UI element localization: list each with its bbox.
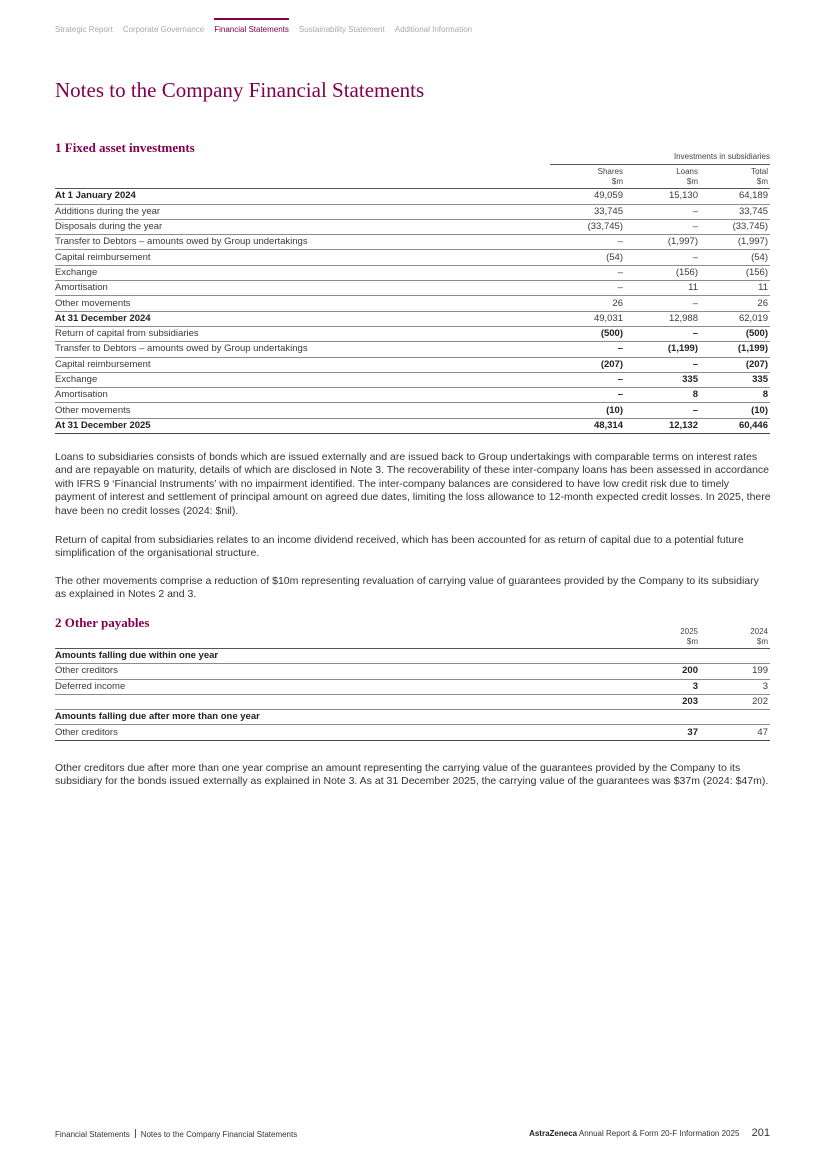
cell-2024 <box>700 710 770 725</box>
cell-shares: – <box>550 281 625 296</box>
table-row <box>55 357 770 372</box>
table-row <box>55 204 770 219</box>
row-label <box>55 694 625 709</box>
table-row <box>55 296 770 311</box>
nav-financial-statements[interactable]: Financial Statements <box>214 25 289 34</box>
cell-shares: – <box>550 235 625 250</box>
cell-shares: (33,745) <box>550 219 625 234</box>
cell-total: (54) <box>700 250 770 265</box>
fixed-asset-investments-table <box>55 150 770 434</box>
cell-loans: – <box>625 357 700 372</box>
row-label: Other creditors <box>55 664 625 679</box>
top-navigation <box>55 25 482 34</box>
cell-2025: 203 <box>625 694 700 709</box>
row-label: Capital reimbursement <box>55 250 550 265</box>
table-row <box>55 250 770 265</box>
row-label: Other creditors <box>55 725 625 740</box>
cell-2025 <box>625 649 700 664</box>
row-label: At 31 December 2024 <box>55 311 550 326</box>
col-header-total: Total $m <box>700 165 770 189</box>
cell-shares: (500) <box>550 326 625 341</box>
cell-loans: 8 <box>625 388 700 403</box>
table-row <box>55 710 770 725</box>
row-label: Amortisation <box>55 388 550 403</box>
row-label: Transfer to Debtors – amounts owed by Group undertakings <box>55 235 550 250</box>
note1-heading: 1 Fixed asset investments <box>55 140 195 155</box>
table-row <box>55 649 770 664</box>
footer-report-info <box>529 1127 770 1139</box>
row-label: Exchange <box>55 372 550 387</box>
cell-total: (33,745) <box>700 219 770 234</box>
row-label: Additions during the year <box>55 204 550 219</box>
table-row <box>55 418 770 433</box>
other-payables-table <box>55 625 770 741</box>
table-row <box>55 235 770 250</box>
nav-additional-information[interactable]: Additional Information <box>394 25 473 34</box>
table-row <box>55 372 770 387</box>
table-row <box>55 265 770 280</box>
table-row <box>55 342 770 357</box>
cell-shares: (54) <box>550 250 625 265</box>
row-label: Deferred income <box>55 679 625 694</box>
cell-loans: 11 <box>625 281 700 296</box>
row-label: Exchange <box>55 265 550 280</box>
nav-sustainability-statement[interactable]: Sustainability Statement <box>298 25 385 34</box>
col-header-2024: 2024 $m <box>700 625 770 649</box>
cell-loans: – <box>625 403 700 418</box>
group-header: Investments in subsidiaries <box>550 150 770 165</box>
cell-loans: – <box>625 250 700 265</box>
col-header-2025: 2025 $m <box>625 625 700 649</box>
cell-total: 8 <box>700 388 770 403</box>
cell-shares: 33,745 <box>550 204 625 219</box>
note2-heading: 2 Other payables <box>55 615 150 630</box>
cell-total: (1,199) <box>700 342 770 357</box>
table-row <box>55 694 770 709</box>
cell-shares: 26 <box>550 296 625 311</box>
cell-shares: – <box>550 342 625 357</box>
row-label: Return of capital from subsidiaries <box>55 326 550 341</box>
cell-2024: 3 <box>700 679 770 694</box>
cell-2024: 199 <box>700 664 770 679</box>
cell-loans: – <box>625 296 700 311</box>
cell-total: 60,446 <box>700 418 770 433</box>
cell-shares: – <box>550 388 625 403</box>
cell-total: 26 <box>700 296 770 311</box>
table-row <box>55 326 770 341</box>
row-label: Capital reimbursement <box>55 357 550 372</box>
cell-shares: (10) <box>550 403 625 418</box>
cell-loans: 12,132 <box>625 418 700 433</box>
section-label: Amounts falling due after more than one year <box>55 710 625 725</box>
cell-total: (500) <box>700 326 770 341</box>
footer-subsection[interactable]: Notes to the Company Financial Statements <box>140 1130 298 1139</box>
cell-total: (207) <box>700 357 770 372</box>
cell-2024: 202 <box>700 694 770 709</box>
footer-brand: AstraZeneca <box>529 1129 578 1138</box>
table-row <box>55 388 770 403</box>
footer-section[interactable]: Financial Statements <box>55 1130 130 1139</box>
cell-shares: – <box>550 265 625 280</box>
cell-2024: 47 <box>700 725 770 740</box>
cell-total: 62,019 <box>700 311 770 326</box>
table-row <box>55 664 770 679</box>
cell-shares: (207) <box>550 357 625 372</box>
cell-total: (156) <box>700 265 770 280</box>
cell-shares: – <box>550 372 625 387</box>
table-row <box>55 189 770 204</box>
note1-paragraph-return-of-capital: Return of capital from subsidiaries relates to an income dividend received, which has been accounted for as return of capital due to a potential future simplification of the organisational structure. <box>55 534 744 560</box>
cell-total: 33,745 <box>700 204 770 219</box>
footer-breadcrumb <box>55 1129 297 1139</box>
row-label: At 1 January 2024 <box>55 189 550 204</box>
row-label: At 31 December 2025 <box>55 418 550 433</box>
nav-corporate-governance[interactable]: Corporate Governance <box>122 25 205 34</box>
cell-2025 <box>625 710 700 725</box>
cell-loans: – <box>625 219 700 234</box>
nav-strategic-report[interactable]: Strategic Report <box>55 25 113 34</box>
cell-total: 64,189 <box>700 189 770 204</box>
cell-total: (1,997) <box>700 235 770 250</box>
cell-total: (10) <box>700 403 770 418</box>
page-number: 201 <box>751 1127 770 1139</box>
cell-loans: (156) <box>625 265 700 280</box>
table-row <box>55 281 770 296</box>
table-row <box>55 403 770 418</box>
table-row <box>55 311 770 326</box>
table-row <box>55 219 770 234</box>
cell-loans: (1,199) <box>625 342 700 357</box>
cell-shares: 48,314 <box>550 418 625 433</box>
cell-2025: 200 <box>625 664 700 679</box>
note2-paragraph: Other creditors due after more than one year comprise an amount representing the carrying value of the guarantees provided by the Company to its subsidiary for the bonds issued externally as explained in Note 3. As at 31 December 2025, the carrying value of the guarantees was $37m (2024: $47m). <box>55 762 769 788</box>
row-label: Other movements <box>55 296 550 311</box>
cell-loans: (1,997) <box>625 235 700 250</box>
row-label: Other movements <box>55 403 550 418</box>
row-label: Amortisation <box>55 281 550 296</box>
note1-paragraph-other-movements: The other movements comprise a reduction of $10m representing revaluation of carrying value of guarantees provided by the Company to its subsidiary as explained in Notes 2 and 3. <box>55 575 759 601</box>
cell-loans: 15,130 <box>625 189 700 204</box>
footer-report-title: Annual Report & Form 20-F Information 2025 <box>578 1129 740 1138</box>
section-label: Amounts falling due within one year <box>55 649 625 664</box>
cell-loans: 335 <box>625 372 700 387</box>
note1-paragraph-loans: Loans to subsidiaries consists of bonds which are issued externally and are issued back to Group undertakings with comparable terms on interest rates and are repayable on maturity, details of which are disclosed in Note 3. The recoverability of these inter-company loans has been assessed in accordance with IFRS 9 ‘Financial Instruments’ with no impairment identified. The inter-company balances are considered to have low credit risk due to timely payment of interest and settlement of principal amount on agreed due dates, limiting the loss allowance to 12-month expected credit losses. In 2025, there have been no credit losses (2024: $nil). <box>55 451 771 517</box>
cell-loans: 12,988 <box>625 311 700 326</box>
table-row <box>55 725 770 740</box>
table-row <box>55 679 770 694</box>
cell-2024 <box>700 649 770 664</box>
cell-loans: – <box>625 204 700 219</box>
cell-shares: 49,059 <box>550 189 625 204</box>
cell-loans: – <box>625 326 700 341</box>
col-header-loans: Loans $m <box>625 165 700 189</box>
cell-total: 11 <box>700 281 770 296</box>
footer-divider <box>135 1129 136 1138</box>
cell-2025: 37 <box>625 725 700 740</box>
cell-shares: 49,031 <box>550 311 625 326</box>
cell-total: 335 <box>700 372 770 387</box>
page-title: Notes to the Company Financial Statements <box>55 78 425 102</box>
row-label: Transfer to Debtors – amounts owed by Group undertakings <box>55 342 550 357</box>
col-header-shares: Shares $m <box>550 165 625 189</box>
row-label: Disposals during the year <box>55 219 550 234</box>
cell-2025: 3 <box>625 679 700 694</box>
